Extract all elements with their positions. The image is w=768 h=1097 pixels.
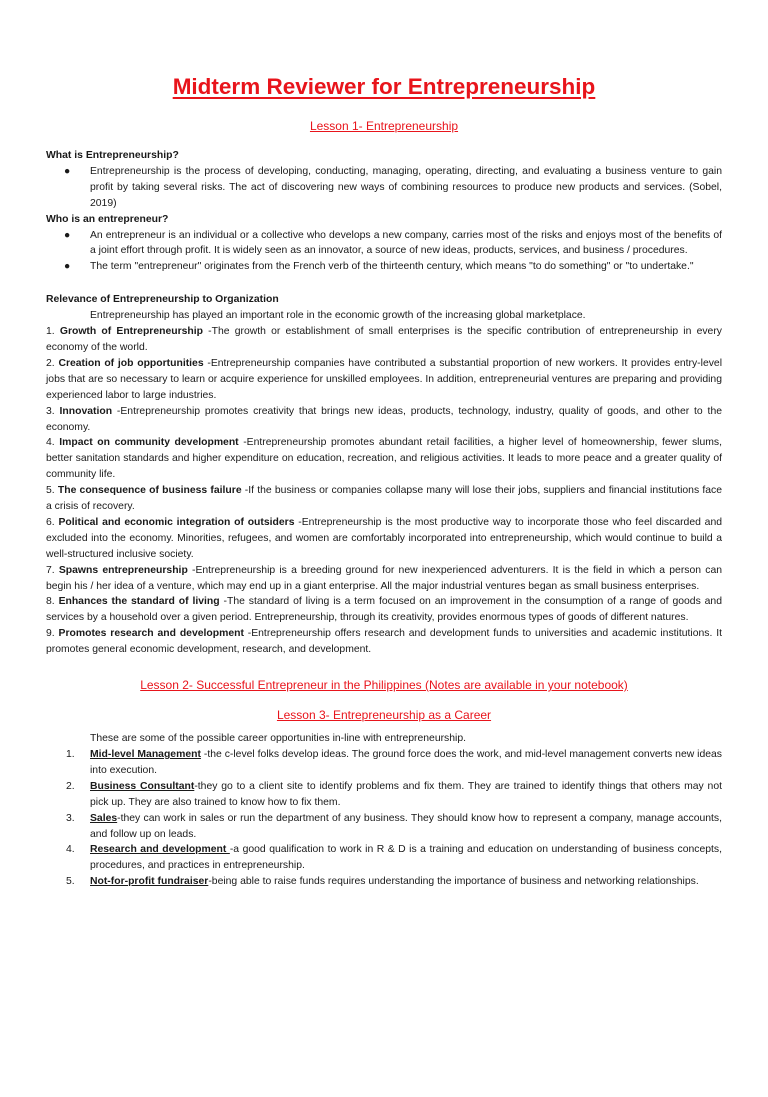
- career-item: 3. Sales-they can work in sales or run the department of any business. They should know how to represent a company, manage accounts, and follow up on leads.: [66, 812, 722, 840]
- relevance-item: 9. Promotes research and development -Entrepreneurship offers research and development funds to universities and academic institutions. It promotes general economic development, research, and development.: [46, 628, 722, 656]
- bullet-icon: ●: [64, 165, 71, 177]
- relevance-item: 2. Creation of job opportunities -Entrepreneurship companies have contributed a substantial proportion of new workers. It provides entry-level jobs that are so necessary to learn or acquire experience for unskilled employees. In addition, entrepreneurial ventures are preparing and providing experienced labor to large industries.: [46, 357, 723, 401]
- relevance-item: 5. The consequence of business failure -If the business or companies collapse many will lose their jobs, suppliers and financial institutions face a crisis of recovery.: [46, 485, 722, 513]
- lesson-1-heading: Lesson 1- Entrepreneurship: [309, 119, 459, 133]
- relevance-item: 4. Impact on community development -Entrepreneurship promotes abundant retail facilities, a higher level of homeownership, fewer slums, better sanitation standards and higher expenditure on education, recreation, and religious activities. It leads to more peace and a greater quality of community life.: [46, 437, 723, 481]
- relevance-heading: Relevance of Entrepreneurship to Organization: [46, 294, 279, 306]
- relevance-item: 3. Innovation -Entrepreneurship promotes creativity that brings new ideas, products, technology, industry, quality of goods, and other to the economy.: [46, 405, 722, 433]
- bullet-icon: ●: [64, 229, 71, 241]
- relevance-intro: Entrepreneurship has played an important role in the economic growth of the increasing global marketplace.: [90, 310, 586, 322]
- lesson-2-heading: Lesson 2- Successful Entrepreneur in the Philippines (Notes are available in your notebook): [140, 678, 628, 693]
- bullet-item: ● Entrepreneurship is the process of developing, conducting, managing, operating, directing, and evaluating a business venture to gain profit by taking several risks. The act of discovering new ways of combining resources to produce new products and services. (Sobel, 2019): [64, 165, 722, 209]
- relevance-item: 8. Enhances the standard of living -The standard of living is a term focused on an improvement in the consumption of a range of goods and services by a household over a given period. Entrepreneurship, through its creativity, provides enormous types of goods of different natures.: [46, 596, 722, 624]
- q2-bullet-list: [46, 228, 722, 276]
- career-list: [46, 747, 722, 890]
- relevance-item: 6. Political and economic integration of outsiders -Entrepreneurship is the most productive way to incorporate those who feel discarded and excluded into the economy. Minorities, refugees, and women are comfortably incorporated into entrepreneurship, which would continue to build a well-structured inclusive society.: [46, 516, 723, 560]
- bullet-item: ● The term "entrepreneur" originates from the French verb of the thirteenth century, which means "to do something" or "to undertake.": [46, 259, 722, 275]
- career-item: 2. Business Consultant-they go to a client site to identify problems and fix them. They are trained to identify things that others may not pick up. They are also trained to know how to fix them.: [66, 780, 722, 808]
- career-item: 4. Research and development -a good qualification to work in R & D is a training and education on understanding of business concepts, procedures, and practices in entrepreneurship.: [66, 844, 722, 872]
- career-item: 1. Mid-level Management -the c-level folks develop ideas. The ground force does the work, and mid-level management converts new ideas into execution.: [66, 749, 723, 776]
- lesson-3-heading: Lesson 3- Entrepreneurship as a Career: [276, 708, 492, 723]
- career-item: 5. Not-for-profit fundraiser-being able to raise funds requires understanding the importance of business and networking relationships.: [66, 876, 699, 888]
- relevance-item: 7. Spawns entrepreneurship -Entrepreneurship is a breeding ground for new inexperienced adventurers. It is the field in which a person can begin his / her idea of a venture, which may end up in a giant enterprise. All the major industrial ventures began as small business enterprises.: [46, 564, 723, 592]
- career-intro: These are some of the possible career opportunities in-line with entrepreneurship.: [90, 733, 467, 745]
- q1-bullet-list: [46, 164, 722, 212]
- page-title: Midterm Reviewer for Entrepreneurship: [172, 74, 596, 99]
- relevance-list: [46, 324, 722, 658]
- question-what-is-entrepreneurship: What is Entrepreneurship?: [46, 150, 179, 161]
- document-page: [0, 73, 768, 1097]
- bullet-item: ● An entrepreneur is an individual or a collective who develops a new company, carries most of the risks and enjoys most of the benefits of a joint effort through profit. It is widely seen as an innovator, a source of new ideas, products, services, and business / procedures.: [64, 229, 722, 257]
- relevance-item: 1. Growth of Entrepreneurship -The growth or establishment of small enterprises is the specific contribution of entrepreneurship in every economy of the world.: [46, 326, 722, 353]
- bullet-icon: ●: [64, 261, 71, 273]
- question-who-is-entrepreneur: Who is an entrepreneur?: [46, 213, 169, 225]
